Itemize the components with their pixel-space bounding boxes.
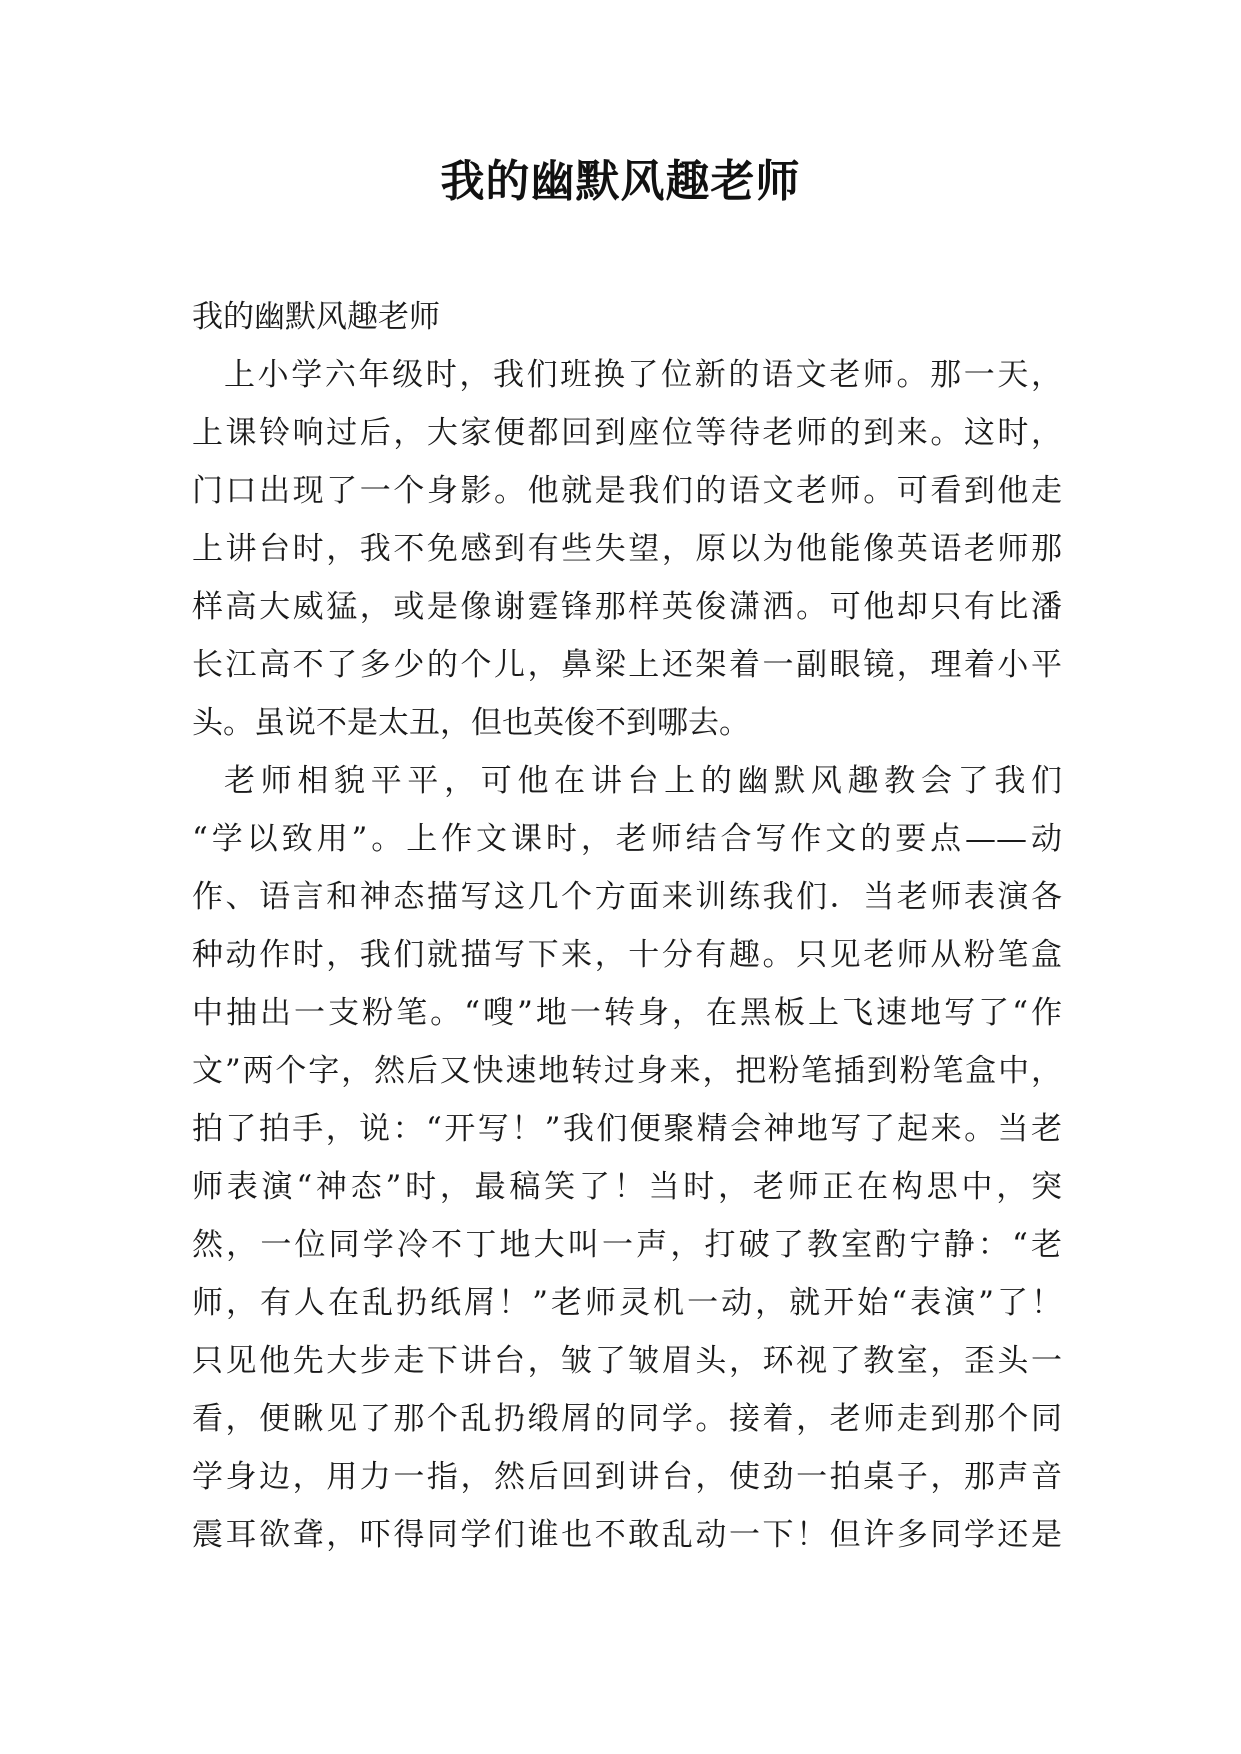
text-line: 拍了拍手，说：“开写！”我们便聚精会神地写了起来。当老: [192, 1111, 1062, 1147]
text-line: 上讲台时，我不免感到有些失望，原以为他能像英语老师那: [192, 531, 1062, 567]
text-line: 样高大威猛，或是像谢霆锋那样英俊潇洒。可他却只有比潘: [192, 589, 1062, 625]
text-line: 师，有人在乱扔纸屑！”老师灵机一动，就开始“表演”了！: [192, 1285, 1062, 1321]
document-title: 我的幽默风趣老师: [440, 156, 801, 207]
paragraph-1: [192, 346, 1062, 752]
text-line: 上课铃响过后，大家便都回到座位等待老师的到来。这时，: [192, 415, 1062, 451]
text-line: 看，便瞅见了那个乱扔缎屑的同学。接着，老师走到那个同: [192, 1401, 1062, 1437]
text-line: 种动作时，我们就描写下来，十分有趣。只见老师从粉笔盒: [192, 937, 1062, 973]
text-line: 作、语言和神态描写这几个方面来训练我们．当老师表演各: [192, 879, 1062, 915]
document-body: [192, 288, 1062, 1564]
text-line: 头。虽说不是太丑，但也英俊不到哪去。: [192, 705, 750, 741]
text-line: 然，一位同学冷不丁地大叫一声，打破了教室酌宁静：“老: [192, 1227, 1062, 1263]
text-line: 老师相貌平平，可他在讲台上的幽默风趣教会了我们: [224, 763, 1062, 799]
text-line: 师表演“神态”时，最稿笑了！当时，老师正在构思中，突: [192, 1169, 1062, 1205]
text-line: 文”两个字，然后又快速地转过身来，把粉笔插到粉笔盒中，: [192, 1053, 1062, 1089]
body-heading: 我的幽默风趣老师: [192, 299, 440, 335]
text-line: 上小学六年级时，我们班换了位新的语文老师。那一天，: [224, 357, 1062, 393]
text-line: 只见他先大步走下讲台，皱了皱眉头，环视了教室，歪头一: [192, 1343, 1062, 1379]
paragraph-2: [192, 752, 1062, 1564]
text-line: 震耳欲聋，吓得同学们谁也不敢乱动一下！但许多同学还是: [192, 1517, 1062, 1553]
text-line: “学以致用”。上作文课时，老师结合写作文的要点——动: [192, 821, 1062, 857]
text-line: 长江高不了多少的个儿，鼻梁上还架着一副眼镜，理着小平: [192, 647, 1062, 683]
text-line: 学身边，用力一指，然后回到讲台，使劲一拍桌子，那声音: [192, 1459, 1062, 1495]
text-line: 门口出现了一个身影。他就是我们的语文老师。可看到他走: [192, 473, 1062, 509]
text-line: 中抽出一支粉笔。“嗖”地一转身，在黑板上飞速地写了“作: [192, 995, 1062, 1031]
